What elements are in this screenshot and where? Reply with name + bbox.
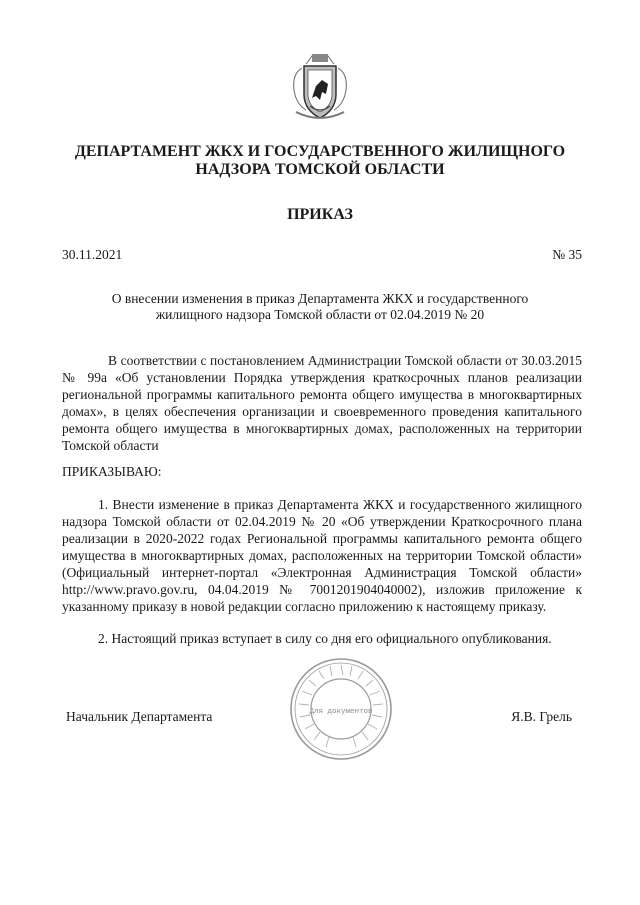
signatory-name: Я.В. Грель bbox=[511, 709, 572, 724]
order-word: ПРИКАЗЫВАЮ: bbox=[62, 464, 162, 479]
preamble-paragraph: В соответствии с постановлением Администрации Томской области от 30.03.2015 № 99а «Об установлении Порядка утверждения краткосрочных планов реализации региональной программы капитального ремонта общего имущества в многоквартирных домах», в целях обеспечения организации и своевременного проведения капитального ремонта общего имущества в многоквартирных домах, расположенных на территории Томской области bbox=[62, 353, 582, 453]
signatory-position: Начальник Департамента bbox=[66, 709, 213, 724]
order-item-2: 2. Настоящий приказ вступает в силу со дня его официального опубликования. bbox=[98, 631, 552, 646]
document-type: ПРИКАЗ bbox=[287, 206, 353, 223]
coat-of-arms-icon bbox=[288, 50, 352, 124]
official-stamp-icon bbox=[288, 656, 394, 762]
document-subject: О внесении изменения в приказ Департамента ЖКХ и государственного жилищного надзора Томской области от 02.04.2019 № 20 bbox=[111, 291, 529, 322]
order-item-1: 1. Внести изменение в приказ Департамента ЖКХ и государственного жилищного надзора Томской области от 02.04.2019 № 20 «Об утверждении Краткосрочного плана реализации в 2020-2022 годах Региональной программы капитального ремонта общего имущества в многоквартирных домах, расположенных на территории Томской области» (Официальный интернет-портал «Электронная Администрация Томской области» http://www.pravo.gov.ru, 04.04.2019 № 7001201904040002), изложив приложение к указанному приказу в новой редакции согласно приложению к настоящему приказу. bbox=[62, 497, 582, 614]
department-title: ДЕПАРТАМЕНТ ЖКХ И ГОСУДАРСТВЕННОГО ЖИЛИЩНОГО НАДЗОРА ТОМСКОЙ ОБЛАСТИ bbox=[74, 143, 566, 178]
document-date: 30.11.2021 bbox=[62, 247, 123, 262]
stamp-text: Для документов bbox=[309, 708, 373, 716]
document-number: № 35 bbox=[552, 247, 582, 262]
